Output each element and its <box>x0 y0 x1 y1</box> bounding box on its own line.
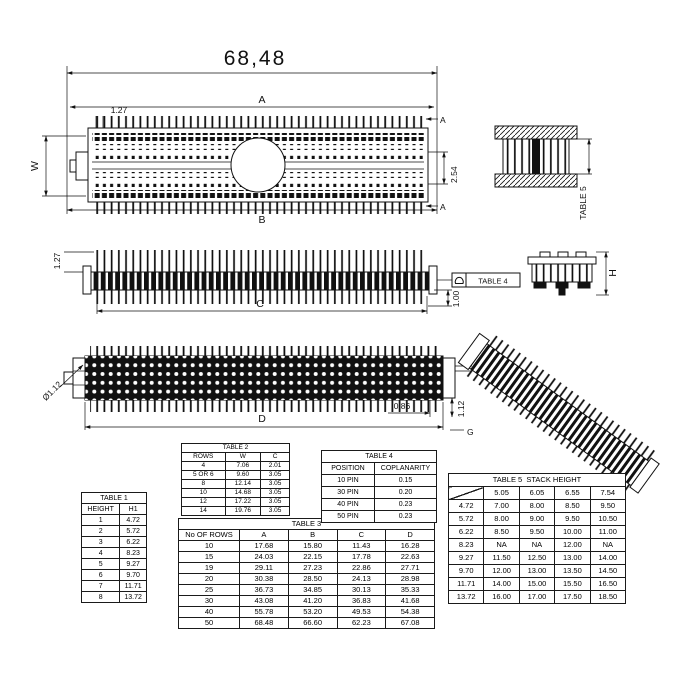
side-view-pins-top <box>94 250 424 272</box>
table-cell: 30 PIN <box>322 487 375 499</box>
table-row <box>449 578 626 591</box>
table-row <box>82 570 147 581</box>
table-header-cell: H1 <box>120 504 147 515</box>
table-header-cell: 7.54 <box>590 487 625 500</box>
table-row <box>82 592 147 603</box>
table-cell: 15.00 <box>519 578 554 591</box>
top-view-pins-upper <box>92 116 424 128</box>
table-cell: 50 PIN <box>322 511 375 523</box>
table-row <box>322 475 437 487</box>
table-header-cell: B <box>288 530 337 541</box>
dim-d-label: D <box>258 413 266 425</box>
table-cell: 13.72 <box>449 591 484 604</box>
table-title: TABLE 5 STACK HEIGHT <box>449 474 626 487</box>
table-cell: 40 <box>179 607 240 618</box>
table-title-row <box>322 451 437 463</box>
table-cell: 3.05 <box>261 507 290 516</box>
table-cell: 66.60 <box>288 618 337 629</box>
table-4-coplanarity <box>321 450 437 523</box>
dim-g-label: G <box>467 427 474 437</box>
table-cell: 55.78 <box>240 607 289 618</box>
bottom-view <box>40 346 473 437</box>
table-title-row <box>449 474 626 487</box>
center-hole <box>231 138 285 192</box>
table-1-height <box>81 492 147 603</box>
table-header-cell: 5.05 <box>484 487 519 500</box>
table-cell: 0.15 <box>375 475 437 487</box>
dim-row-pitch: 2.54 <box>449 166 459 183</box>
coplanarity-callout <box>437 273 520 287</box>
table-cell: 8 <box>82 592 120 603</box>
bottom-view-left-cap <box>73 358 85 398</box>
table-header-cell: COPLANARITY <box>375 463 437 475</box>
table-cell: 15.50 <box>555 578 590 591</box>
table-cell: 3.05 <box>261 480 290 489</box>
table-cell: 20 <box>179 574 240 585</box>
table-title-row <box>182 444 290 453</box>
table-cell: 25 <box>179 585 240 596</box>
table-cell: 27.71 <box>386 563 435 574</box>
table-cell: 4.72 <box>449 500 484 513</box>
table-cell: 27.23 <box>288 563 337 574</box>
mated-stack-view <box>495 126 592 220</box>
top-view <box>29 47 459 226</box>
dim-slot-width: 1.12 <box>456 400 466 418</box>
table-cell: 0.23 <box>375 499 437 511</box>
table-row <box>82 548 147 559</box>
table-cell: 17.22 <box>225 498 261 507</box>
table-cell: 14.00 <box>590 552 625 565</box>
table-row <box>82 515 147 526</box>
table-cell: 9.60 <box>225 471 261 480</box>
table-cell: 28.50 <box>288 574 337 585</box>
table-row <box>449 539 626 552</box>
dim-tail-height: 1.00 <box>451 290 461 308</box>
table-cell: 24.13 <box>337 574 386 585</box>
table-cell: 53.20 <box>288 607 337 618</box>
table-cell: 67.08 <box>386 618 435 629</box>
table-header-cell: No OF ROWS <box>179 530 240 541</box>
table-cell: 12.00 <box>484 565 519 578</box>
table-cell: 36.73 <box>240 585 289 596</box>
table-cell: 3.05 <box>261 489 290 498</box>
table-cell: 0.20 <box>375 487 437 499</box>
table-cell: 6.22 <box>449 526 484 539</box>
table-title: TABLE 2 <box>182 444 290 453</box>
coplanarity-table-ref: TABLE 4 <box>478 276 508 286</box>
table-cell: 5 <box>82 559 120 570</box>
table-cell: 9.00 <box>519 513 554 526</box>
table-header-cell: A <box>240 530 289 541</box>
side-view <box>52 250 520 314</box>
table-cell: 19.76 <box>225 507 261 516</box>
table-cell: 14.50 <box>590 565 625 578</box>
table-cell: 12.50 <box>519 552 554 565</box>
table-cell: 8.23 <box>449 539 484 552</box>
table-cell: 9.50 <box>555 513 590 526</box>
table-cell: 1 <box>82 515 120 526</box>
dim-pad-width: 0.86 <box>393 401 411 411</box>
table-cell: 8 <box>182 480 226 489</box>
table-cell: 9.50 <box>590 500 625 513</box>
table-row <box>182 462 290 471</box>
table-cell: 19 <box>179 563 240 574</box>
table-cell: 41.68 <box>386 596 435 607</box>
table-header-cell: POSITION <box>322 463 375 475</box>
table-cell: 11.71 <box>449 578 484 591</box>
table-row <box>179 552 435 563</box>
table-cell: 8.50 <box>484 526 519 539</box>
table-title: TABLE 1 <box>82 493 147 504</box>
table-header-cell: HEIGHT <box>82 504 120 515</box>
table-cell: 15.80 <box>288 541 337 552</box>
table-cell: 16.28 <box>386 541 435 552</box>
table-row <box>182 489 290 498</box>
table-cell: 16.50 <box>590 578 625 591</box>
dim-pitch-side: 1.27 <box>52 252 62 270</box>
dim-pitch-top: 1.27 <box>110 105 128 115</box>
table-cell: 10.00 <box>555 526 590 539</box>
table-cell: 6 <box>82 570 120 581</box>
bottom-view-right-cap <box>443 358 455 398</box>
table-cell: 9.50 <box>519 526 554 539</box>
table-cell: 17.68 <box>240 541 289 552</box>
table-cell: 14.68 <box>225 489 261 498</box>
table-cell: 5.72 <box>120 526 147 537</box>
table-cell: 18.50 <box>590 591 625 604</box>
table-cell: 9.70 <box>449 565 484 578</box>
table-cell: 22.86 <box>337 563 386 574</box>
table-cell: 4 <box>182 462 226 471</box>
table-cell: 2.01 <box>261 462 290 471</box>
table-row <box>179 596 435 607</box>
table-cell: 5 OR 6 <box>182 471 226 480</box>
table-cell: 10 <box>182 489 226 498</box>
table-cell: 24.03 <box>240 552 289 563</box>
table-header-cell: D <box>386 530 435 541</box>
table-row <box>322 487 437 499</box>
table-cell: NA <box>484 539 519 552</box>
table-cell: 12.00 <box>555 539 590 552</box>
table-cell: 40 PIN <box>322 499 375 511</box>
side-view-body <box>88 272 432 290</box>
table-cell: 13.72 <box>120 592 147 603</box>
table-cell: 30.13 <box>337 585 386 596</box>
table-cell: NA <box>590 539 625 552</box>
table-row <box>449 591 626 604</box>
table-cell: 4 <box>82 548 120 559</box>
table-cell: 13.00 <box>519 565 554 578</box>
table-cell: 16.00 <box>484 591 519 604</box>
table-row <box>179 563 435 574</box>
table-2-rows <box>181 443 290 516</box>
table-header-cell: ROWS <box>182 453 226 462</box>
table-cell: 9.27 <box>120 559 147 570</box>
dim-overall-width: 68,48 <box>223 47 287 70</box>
dim-b-label: B <box>258 214 266 226</box>
table-cell: 30.38 <box>240 574 289 585</box>
table-header-cell <box>449 487 484 500</box>
table-row <box>449 565 626 578</box>
table-cell: 62.23 <box>337 618 386 629</box>
table-row <box>179 607 435 618</box>
table-header-cell: 6.05 <box>519 487 554 500</box>
table-cell: 68.48 <box>240 618 289 629</box>
table-cell: 0.23 <box>375 511 437 523</box>
table-row <box>182 480 290 489</box>
table-cell: 34.85 <box>288 585 337 596</box>
table-row <box>82 581 147 592</box>
table-row <box>179 574 435 585</box>
dim-h-label: H <box>607 269 619 277</box>
dim-a-label: A <box>258 94 266 106</box>
table-row <box>182 471 290 480</box>
table-cell: 22.15 <box>288 552 337 563</box>
table-cell: 49.53 <box>337 607 386 618</box>
table-row <box>449 526 626 539</box>
top-view-pins-lower <box>92 202 424 214</box>
table-cell: 6.22 <box>120 537 147 548</box>
table-row <box>322 511 437 523</box>
table-cell: 8.50 <box>555 500 590 513</box>
table-cell: 12.14 <box>225 480 261 489</box>
table-cell: 10 <box>179 541 240 552</box>
table-cell: 10.50 <box>590 513 625 526</box>
table-cell: NA <box>519 539 554 552</box>
table-cell: 43.08 <box>240 596 289 607</box>
table-cell: 10 PIN <box>322 475 375 487</box>
table-cell: 8.00 <box>519 500 554 513</box>
table-header-row <box>322 463 437 475</box>
table-title-row <box>82 493 147 504</box>
table-cell: 41.20 <box>288 596 337 607</box>
table-cell: 11.50 <box>484 552 519 565</box>
dim-hole-diameter: Ø1.12 <box>40 379 64 403</box>
table-title: TABLE 3 <box>179 519 435 530</box>
table-cell: 17.00 <box>519 591 554 604</box>
table-row <box>82 537 147 548</box>
table-cell: 14.00 <box>484 578 519 591</box>
table-cell: 28.98 <box>386 574 435 585</box>
table-row <box>82 559 147 570</box>
table-3-dimensions <box>178 518 435 629</box>
table-header-cell: C <box>337 530 386 541</box>
table-cell: 54.38 <box>386 607 435 618</box>
table-cell: 50 <box>179 618 240 629</box>
table-header-row <box>449 487 626 500</box>
table-cell: 11.71 <box>120 581 147 592</box>
table-row <box>82 526 147 537</box>
table-header-row <box>82 504 147 515</box>
table-cell: 36.83 <box>337 596 386 607</box>
table-row <box>179 585 435 596</box>
table-cell: 4.72 <box>120 515 147 526</box>
table-header-cell: W <box>225 453 261 462</box>
section-mark-a-bottom: A <box>440 202 446 212</box>
table-cell: 11.43 <box>337 541 386 552</box>
table-row <box>182 507 290 516</box>
table-cell: 13.50 <box>555 565 590 578</box>
table-cell: 14 <box>182 507 226 516</box>
table-row <box>182 498 290 507</box>
table-cell: 12 <box>182 498 226 507</box>
table-cell: 3.05 <box>261 471 290 480</box>
table-cell: 29.11 <box>240 563 289 574</box>
table-row <box>179 541 435 552</box>
table-cell: 3 <box>82 537 120 548</box>
table-cell: 30 <box>179 596 240 607</box>
table-header-cell: C <box>261 453 290 462</box>
table-cell: 8.00 <box>484 513 519 526</box>
table-header-row <box>182 453 290 462</box>
table-cell: 22.63 <box>386 552 435 563</box>
table-cell: 17.50 <box>555 591 590 604</box>
table-cell: 3.05 <box>261 498 290 507</box>
table-cell: 5.72 <box>449 513 484 526</box>
table-cell: 17.78 <box>337 552 386 563</box>
top-view-left-ear <box>76 152 88 180</box>
table-cell: 7.00 <box>484 500 519 513</box>
table-5-stack-height <box>448 473 626 604</box>
table-cell: 2 <box>82 526 120 537</box>
end-view <box>528 252 619 295</box>
table-row <box>449 513 626 526</box>
table-cell: 9.27 <box>449 552 484 565</box>
stack-height-table-ref: TABLE 5 <box>578 186 588 220</box>
dim-c-label: C <box>256 298 264 310</box>
table-header-cell: 6.55 <box>555 487 590 500</box>
table-row <box>449 552 626 565</box>
table-row <box>322 499 437 511</box>
table-cell: 9.70 <box>120 570 147 581</box>
table-cell: 15 <box>179 552 240 563</box>
table-cell: 7.06 <box>225 462 261 471</box>
table-cell: 35.33 <box>386 585 435 596</box>
table-row <box>449 500 626 513</box>
table-cell: 13.00 <box>555 552 590 565</box>
dim-w-label: W <box>29 161 41 171</box>
table-header-row <box>179 530 435 541</box>
table-cell: 8.23 <box>120 548 147 559</box>
table-row <box>179 618 435 629</box>
table-cell: 11.00 <box>590 526 625 539</box>
table-title: TABLE 4 <box>322 451 437 463</box>
table-cell: 7 <box>82 581 120 592</box>
section-mark-a-top: A <box>440 115 446 125</box>
